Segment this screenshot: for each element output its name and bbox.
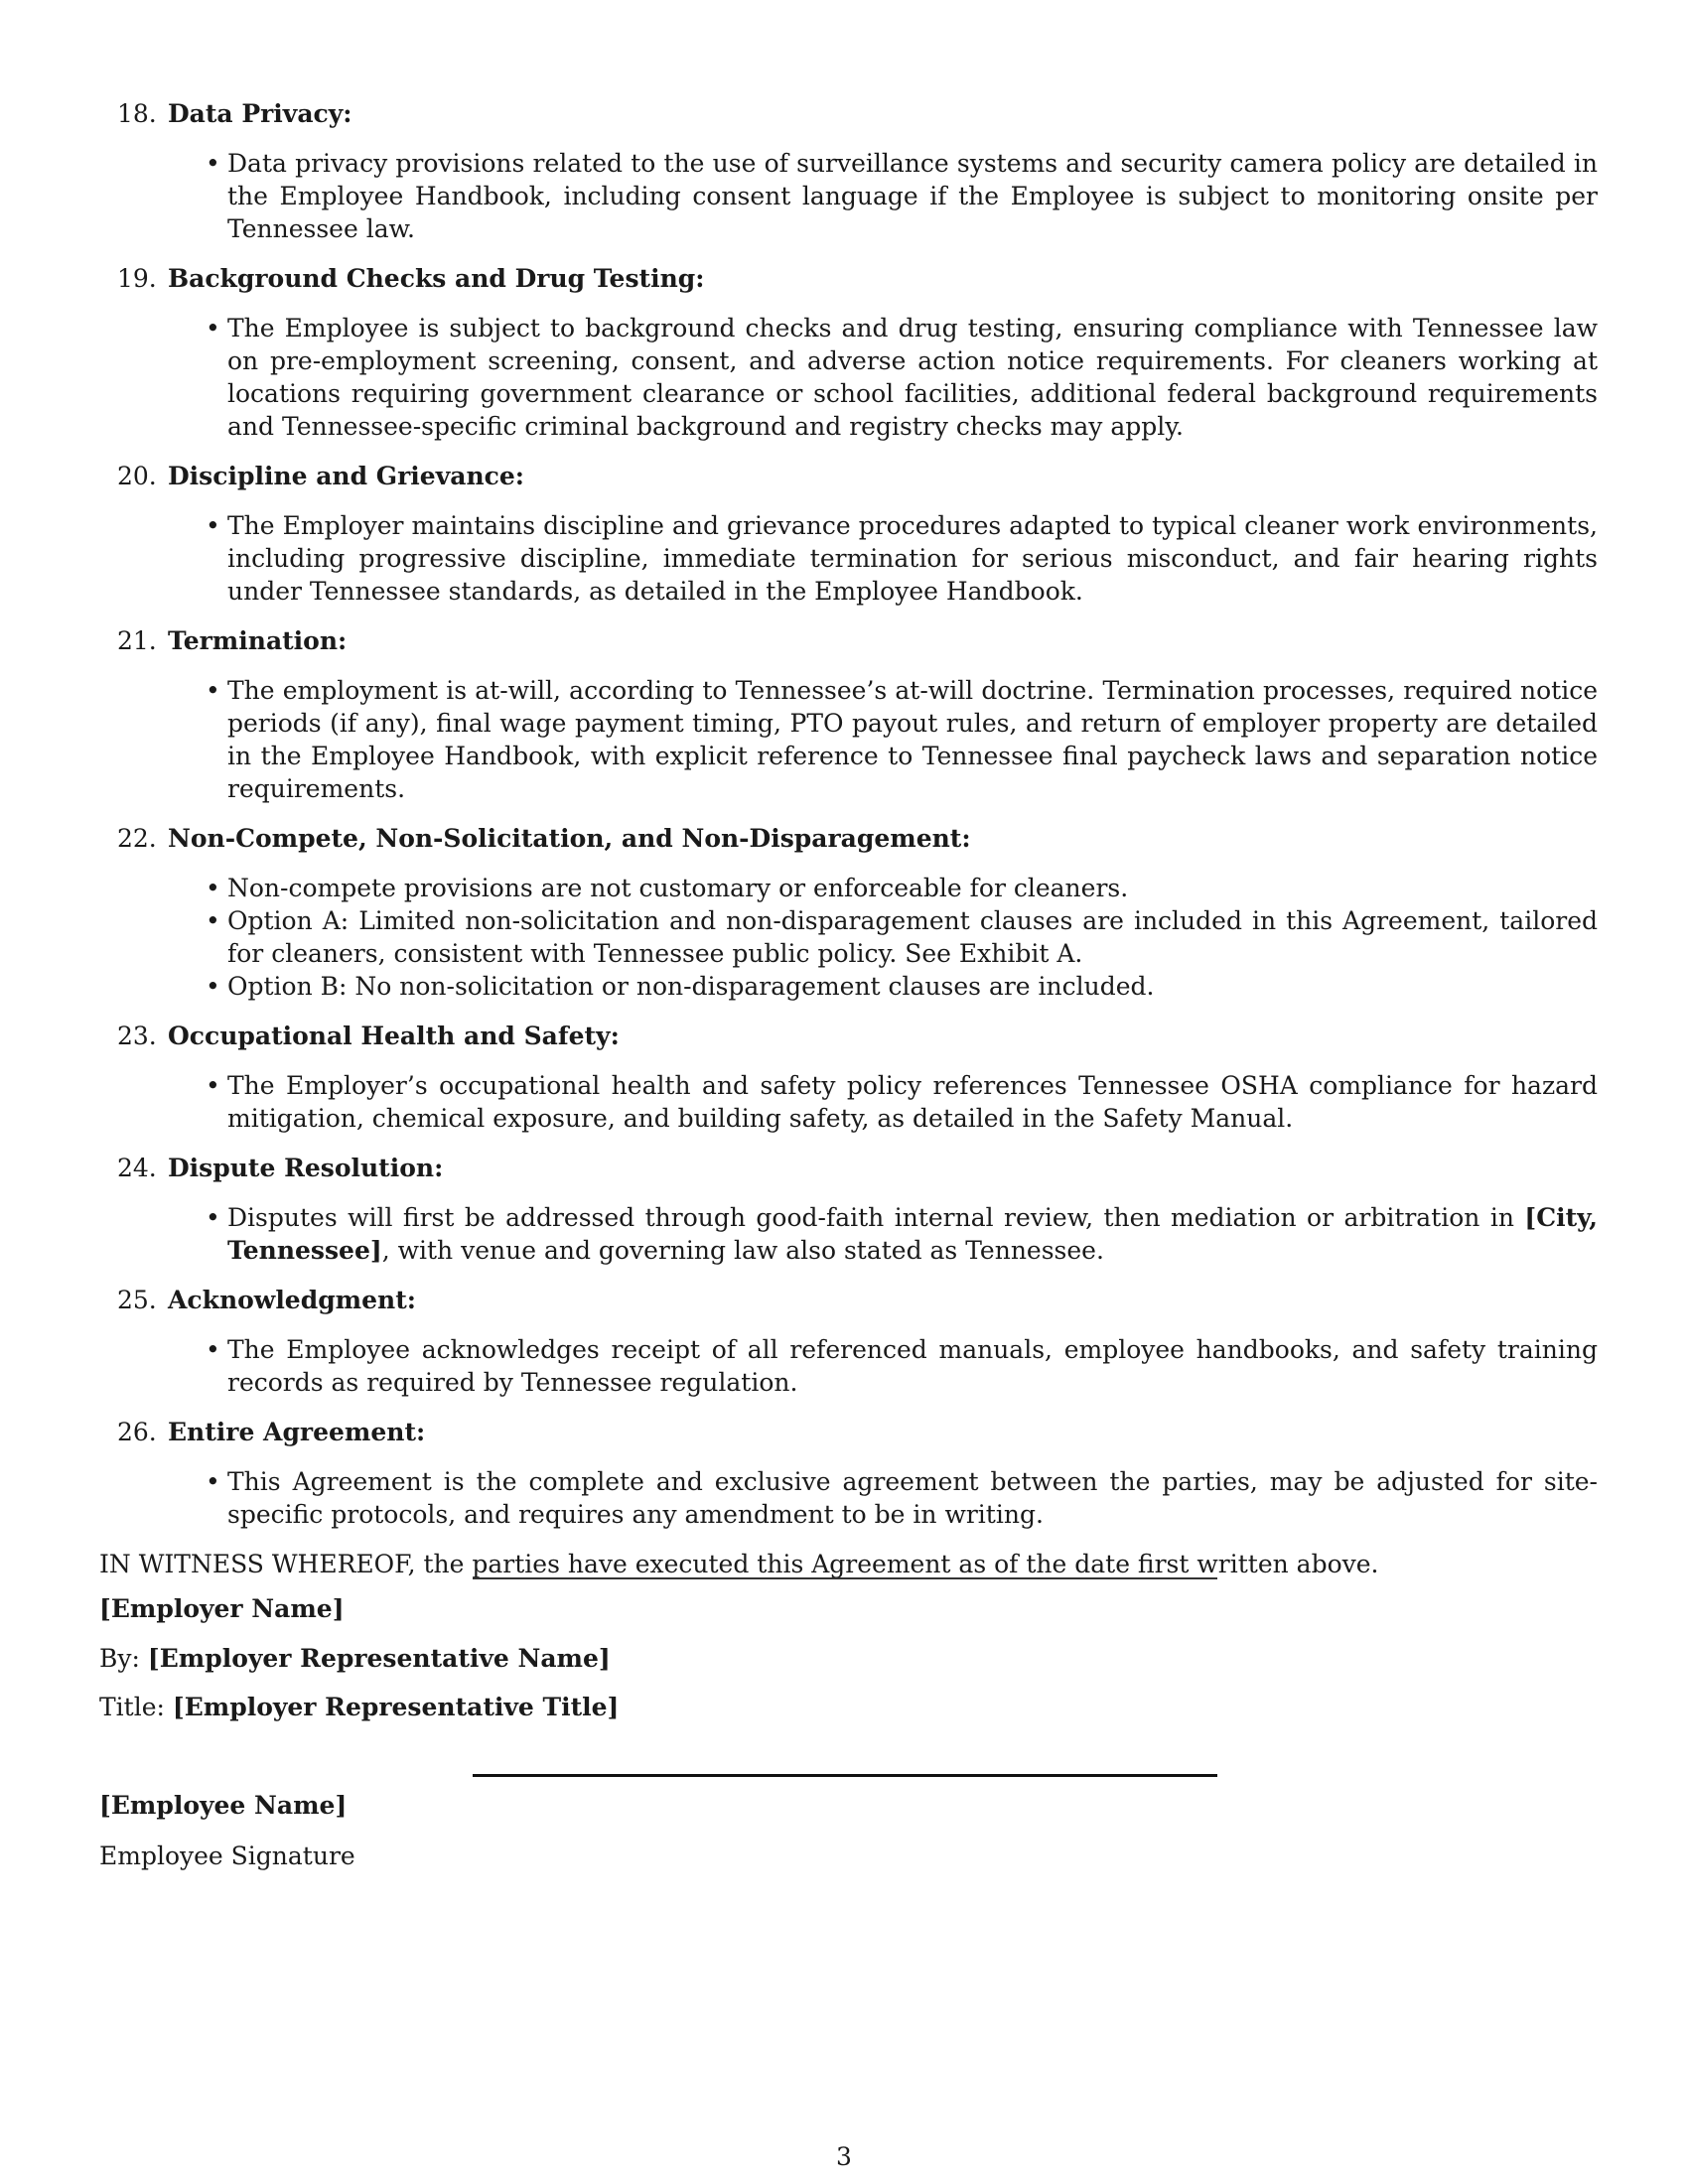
bullet-text: , with venue and governing law also stated as Tennessee. (381, 1236, 1104, 1265)
section-19 (99, 262, 1598, 443)
employee-signature-line (473, 1774, 1217, 1777)
bullet-list (168, 147, 1598, 245)
bullet-list (168, 509, 1598, 608)
numbered-sections (99, 97, 1598, 1531)
employer-representative-row (99, 1642, 611, 1675)
bullet-icon: • (206, 314, 220, 342)
section-20 (99, 460, 1598, 608)
bullet-list (168, 674, 1598, 805)
bullet-list (168, 1201, 1598, 1267)
bullet-text: The employment is at-will, according to Tennessee’s at-will doctrine. Termination processes, required notice periods (if any), final wage payment timing, PTO payout rules, and return of employer property are detailed in the Employee Handbook, with explicit reference to Tennessee final paycheck laws and separation notice requirements. (227, 676, 1598, 803)
bullet-icon: • (206, 676, 220, 705)
bullet-icon: • (206, 906, 220, 935)
section-title: Termination: (168, 626, 348, 655)
bullet-item (168, 147, 1598, 245)
section-title: Entire Agreement: (168, 1418, 426, 1446)
bullet-item (168, 904, 1598, 970)
section-22 (99, 822, 1598, 1003)
section-title: Acknowledgment: (168, 1286, 416, 1314)
page-number: 3 (836, 2142, 852, 2171)
bullet-text: Option B: No non-solicitation or non-disparagement clauses are included. (227, 972, 1155, 1001)
bullet-icon: • (206, 972, 220, 1001)
section-title: Discipline and Grievance: (168, 462, 524, 490)
bullet-item (168, 674, 1598, 805)
section-title: Background Checks and Drug Testing: (168, 264, 705, 293)
section-number: 24. (117, 1154, 157, 1182)
witness-statement: IN WITNESS WHEREOF, the parties have executed this Agreement as of the date first written above. (99, 1550, 1379, 1578)
section-number: 20. (117, 462, 157, 490)
bullet-icon: • (206, 511, 220, 540)
bullet-icon: • (206, 1203, 220, 1232)
section-23 (99, 1020, 1598, 1135)
section-21 (99, 624, 1598, 805)
bullet-item (168, 1069, 1598, 1135)
bullet-icon: • (206, 149, 220, 178)
by-label: By: (99, 1644, 140, 1673)
section-24 (99, 1152, 1598, 1267)
bullet-item (168, 970, 1598, 1003)
bullet-item (168, 1333, 1598, 1399)
bullet-text: The Employee acknowledges receipt of all referenced manuals, employee handbooks, and safety training records as required by Tennessee regulation. (227, 1335, 1598, 1397)
section-number: 22. (117, 824, 157, 853)
section-title: Non-Compete, Non-Solicitation, and Non-Disparagement: (168, 824, 971, 853)
bullet-item (168, 509, 1598, 608)
bullet-text: Non-compete provisions are not customary or enforceable for cleaners. (227, 874, 1129, 902)
placeholder-text: [City, Tennessee] (227, 1203, 1598, 1265)
bullet-item (168, 312, 1598, 443)
section-25 (99, 1284, 1598, 1399)
bullet-text: Disputes will first be addressed through good-faith internal review, then mediation or arbitration in (227, 1203, 1525, 1232)
title-label: Title: (99, 1693, 165, 1721)
bullet-icon: • (206, 874, 220, 902)
bullet-text: The Employer maintains discipline and grievance procedures adapted to typical cleaner work environments, including progressive discipline, immediate termination for serious misconduct, and fair hearing rights under Tennessee standards, as detailed in the Employee Handbook. (227, 511, 1598, 606)
bullet-item (168, 872, 1598, 904)
bullet-list (168, 312, 1598, 443)
bullet-text: The Employer’s occupational health and safety policy references Tennessee OSHA compliance for hazard mitigation, chemical exposure, and building safety, as detailed in the Safety Manual. (227, 1071, 1598, 1133)
section-number: 18. (117, 99, 157, 128)
section-18 (99, 97, 1598, 245)
bullet-item (168, 1465, 1598, 1531)
section-26 (99, 1416, 1598, 1531)
employer-representative-title: [Employer Representative Title] (172, 1693, 620, 1721)
bullet-text: Data privacy provisions related to the use of surveillance systems and security camera policy are detailed in the Employee Handbook, including consent language if the Employee is subject to monitoring onsite per Tennessee law. (227, 149, 1598, 243)
section-number: 19. (117, 264, 157, 293)
employer-name: [Employer Name] (99, 1594, 345, 1623)
employer-representative-name: [Employer Representative Name] (147, 1644, 611, 1673)
bullet-icon: • (206, 1335, 220, 1364)
bullet-text: The Employee is subject to background checks and drug testing, ensuring compliance with Tennessee law on pre-employment screening, consent, and adverse action notice requirements. For cleaners working at locations requiring government clearance or school facilities, additional federal background requirements and Tennessee-specific criminal background and registry checks may apply. (227, 314, 1598, 441)
bullet-list (168, 872, 1598, 1003)
section-number: 21. (117, 626, 157, 655)
bullet-text: This Agreement is the complete and exclusive agreement between the parties, may be adjusted for site-specific protocols, and requires any amendment to be in writing. (227, 1467, 1598, 1529)
bullet-list (168, 1465, 1598, 1531)
section-title: Dispute Resolution: (168, 1154, 444, 1182)
section-number: 26. (117, 1418, 157, 1446)
section-number: 25. (117, 1286, 157, 1314)
employee-name: [Employee Name] (99, 1791, 348, 1820)
employer-title-row (99, 1691, 619, 1723)
bullet-icon: • (206, 1071, 220, 1100)
section-number: 23. (117, 1022, 157, 1050)
employee-signature-caption: Employee Signature (99, 1842, 355, 1870)
employer-signature-line (473, 1577, 1217, 1579)
bullet-list (168, 1069, 1598, 1135)
bullet-icon: • (206, 1467, 220, 1496)
document-body (99, 97, 1598, 1580)
section-title: Data Privacy: (168, 99, 352, 128)
bullet-item (168, 1201, 1598, 1267)
bullet-list (168, 1333, 1598, 1399)
section-title: Occupational Health and Safety: (168, 1022, 620, 1050)
bullet-text: Option A: Limited non-solicitation and non-disparagement clauses are included in this Agreement, tailored for cleaners, consistent with Tennessee public policy. See Exhibit A. (227, 906, 1598, 968)
